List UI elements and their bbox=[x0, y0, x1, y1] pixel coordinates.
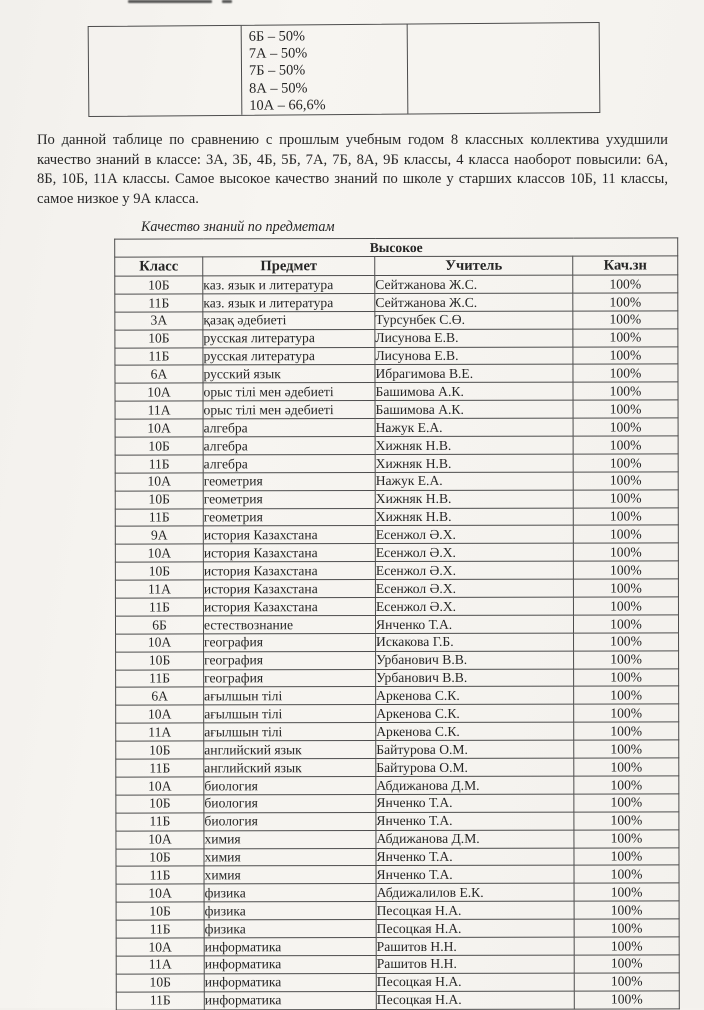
row-subject: география bbox=[204, 669, 376, 687]
row-quality: 100% bbox=[573, 293, 678, 311]
top-table-value-line: 7А – 50% bbox=[248, 45, 308, 62]
row-quality: 100% bbox=[573, 525, 678, 543]
row-teacher: Янченко Т.А. bbox=[376, 866, 574, 884]
row-class: 10А bbox=[116, 777, 204, 795]
row-subject: физика bbox=[204, 920, 376, 938]
row-quality: 100% bbox=[573, 346, 678, 364]
row-class: 11Б bbox=[116, 669, 204, 687]
row-quality: 100% bbox=[573, 436, 678, 454]
row-subject: алгебра bbox=[203, 437, 375, 455]
paragraph-line: 8Б, 10Б, 11А классы. Самое высокое качество знаний по школе у старших классов 10Б, 11 классы, bbox=[37, 171, 668, 188]
table-row bbox=[116, 973, 679, 992]
table-row bbox=[115, 418, 678, 437]
row-class: 11Б bbox=[115, 598, 203, 616]
row-teacher: Есенжол Ә.Х. bbox=[375, 597, 573, 615]
row-class: 10Б bbox=[116, 795, 204, 813]
row-teacher: Байтурова О.М. bbox=[376, 740, 574, 758]
row-class: 9А bbox=[115, 526, 203, 544]
quality-table-title: Качество знаний по предметам bbox=[141, 219, 335, 235]
row-teacher: Байтурова О.М. bbox=[376, 758, 574, 776]
row-subject: алгебра bbox=[203, 419, 375, 437]
table-row bbox=[115, 507, 678, 526]
column-header-subject: Предмет bbox=[203, 257, 375, 276]
row-quality: 100% bbox=[573, 418, 678, 436]
table-row bbox=[115, 490, 678, 509]
row-teacher: Сейтжанова Ж.С. bbox=[375, 275, 573, 293]
table-row bbox=[115, 543, 678, 562]
row-quality: 100% bbox=[573, 472, 678, 490]
row-subject: информатика bbox=[204, 991, 376, 1009]
table-row bbox=[116, 651, 679, 670]
column-header-row bbox=[115, 256, 678, 276]
table-row bbox=[116, 686, 679, 705]
row-teacher: Аркенова С.К. bbox=[376, 722, 574, 740]
row-class: 11Б bbox=[115, 508, 203, 526]
row-teacher: Нажук Е.А. bbox=[375, 418, 573, 436]
table-row bbox=[115, 400, 678, 419]
row-class: 10А bbox=[115, 419, 203, 437]
row-teacher: Хижняк Н.В. bbox=[375, 508, 573, 526]
row-quality: 100% bbox=[574, 883, 679, 901]
row-teacher: Урбанович В.В. bbox=[376, 669, 574, 687]
row-subject: история Казахстана bbox=[203, 598, 375, 616]
top-table-empty-right-cell bbox=[408, 23, 600, 113]
row-teacher: Янченко Т.А. bbox=[375, 615, 573, 633]
row-subject: ағылшын тілі bbox=[204, 723, 376, 741]
analysis-paragraph bbox=[37, 131, 668, 209]
table-row bbox=[116, 776, 679, 795]
table-row bbox=[116, 901, 679, 920]
row-subject: химия bbox=[204, 830, 376, 848]
table-row bbox=[115, 382, 678, 401]
column-header-quality: Кач.зн bbox=[573, 256, 678, 275]
group-header-row bbox=[115, 238, 678, 257]
row-subject: информатика bbox=[204, 937, 376, 955]
row-subject: информатика bbox=[204, 955, 376, 973]
row-quality: 100% bbox=[574, 776, 679, 794]
paragraph-line: По данной таблице по сравнению с прошлым учебным годом 8 классных коллектива ухудшили bbox=[37, 132, 668, 148]
row-quality: 100% bbox=[573, 329, 678, 347]
row-teacher: Абдижанова Д.М. bbox=[376, 830, 574, 848]
row-teacher: Янченко Т.А. bbox=[376, 812, 574, 830]
row-teacher: Сейтжанова Ж.С. bbox=[375, 293, 573, 311]
row-quality: 100% bbox=[573, 454, 678, 472]
row-class: 11Б bbox=[116, 759, 204, 777]
table-row bbox=[115, 472, 678, 491]
row-class: 11Б bbox=[116, 813, 204, 831]
table-row bbox=[116, 865, 679, 884]
row-quality: 100% bbox=[573, 579, 678, 597]
row-quality: 100% bbox=[574, 901, 679, 919]
row-subject: география bbox=[204, 633, 376, 651]
row-teacher: Песоцкая Н.А. bbox=[376, 919, 574, 937]
table-row bbox=[116, 740, 679, 759]
row-class: 10Б bbox=[115, 437, 203, 455]
table-row bbox=[116, 830, 679, 849]
row-class: 6А bbox=[116, 687, 204, 705]
row-subject: геометрия bbox=[203, 508, 375, 526]
row-quality: 100% bbox=[574, 740, 679, 758]
row-quality: 100% bbox=[574, 847, 679, 865]
paragraph-line: качество знаний в классе: 3А, 3Б, 4Б, 5Б, 7А, 7Б, 8А, 9Б классы, 4 класса наоборот повысили: 6А, bbox=[37, 151, 668, 168]
row-subject: география bbox=[204, 651, 376, 669]
row-class: 10А bbox=[115, 544, 203, 562]
row-teacher: Искакова Г.Б. bbox=[376, 633, 574, 651]
row-teacher: Хижняк Н.В. bbox=[375, 490, 573, 508]
table-row bbox=[115, 346, 678, 365]
row-teacher: Нажук Е.А. bbox=[375, 472, 573, 490]
table-row bbox=[115, 615, 678, 634]
row-teacher: Абдижанова Д.М. bbox=[376, 776, 574, 794]
row-teacher: Хижняк Н.В. bbox=[375, 454, 573, 472]
column-header-class: Класс bbox=[115, 257, 203, 276]
column-header-teacher: Учитель bbox=[375, 256, 573, 275]
table-row bbox=[116, 633, 679, 652]
row-subject: естествознание bbox=[203, 615, 375, 633]
row-teacher: Песоцкая Н.А. bbox=[376, 973, 574, 991]
table-row bbox=[116, 704, 679, 723]
table-row bbox=[115, 579, 678, 598]
top-table-value-line: 8А – 50% bbox=[249, 79, 308, 97]
row-teacher: Рашитов Н.Н. bbox=[376, 937, 574, 955]
row-subject: биология bbox=[204, 776, 376, 794]
row-quality: 100% bbox=[574, 812, 679, 830]
table-row bbox=[115, 311, 678, 330]
row-teacher: Песоцкая Н.А. bbox=[376, 901, 574, 919]
row-subject: история Казахстана bbox=[203, 544, 375, 562]
row-quality: 100% bbox=[573, 615, 678, 633]
table-row bbox=[115, 329, 678, 348]
row-teacher: Есенжол Ә.Х. bbox=[375, 526, 573, 544]
row-quality: 100% bbox=[574, 973, 679, 991]
row-teacher: Башимова А.К. bbox=[375, 382, 573, 400]
top-table-empty-left-cell bbox=[89, 26, 243, 116]
top-table-value-line: 6Б – 50% bbox=[248, 28, 306, 45]
row-subject: русская литература bbox=[203, 347, 375, 365]
row-subject: физика bbox=[204, 902, 376, 920]
row-class: 6А bbox=[115, 365, 203, 383]
row-subject: қазақ әдебиеті bbox=[203, 311, 375, 329]
row-class: 10А bbox=[116, 938, 204, 956]
top-table-value-line: 10А – 66,6% bbox=[249, 96, 326, 114]
table-row bbox=[116, 883, 679, 902]
row-subject: химия bbox=[204, 848, 376, 866]
row-class: 11Б bbox=[115, 294, 203, 312]
row-quality: 100% bbox=[573, 597, 678, 615]
table-row bbox=[115, 364, 678, 383]
row-subject: ағылшын тілі bbox=[204, 705, 376, 723]
row-class: 11А bbox=[115, 401, 203, 419]
table-row bbox=[116, 812, 679, 831]
row-teacher: Лисунова Е.В. bbox=[375, 347, 573, 365]
row-quality: 100% bbox=[574, 669, 679, 687]
quality-table bbox=[114, 237, 680, 1010]
table-row bbox=[116, 722, 679, 741]
row-class: 10Б bbox=[115, 562, 203, 580]
row-class: 11А bbox=[115, 580, 203, 598]
row-subject: физика bbox=[204, 884, 376, 902]
row-subject: биология bbox=[204, 794, 376, 812]
row-class: 10А bbox=[115, 473, 203, 491]
top-table-value-line: 7Б – 50% bbox=[248, 62, 306, 80]
row-quality: 100% bbox=[574, 937, 679, 955]
row-class: 3А bbox=[115, 312, 203, 330]
row-quality: 100% bbox=[574, 633, 679, 651]
table-row bbox=[115, 436, 678, 455]
row-quality: 100% bbox=[573, 561, 678, 579]
row-teacher: Абдижалилов Е.К. bbox=[376, 883, 574, 901]
table-row bbox=[116, 937, 679, 956]
row-class: 6Б bbox=[115, 616, 203, 634]
row-teacher: Ибрагимова В.Е. bbox=[375, 365, 573, 383]
table-row bbox=[115, 275, 678, 294]
row-class: 10Б bbox=[115, 491, 203, 509]
row-class: 10Б bbox=[116, 974, 204, 992]
table-row bbox=[116, 919, 679, 938]
row-class: 10А bbox=[115, 383, 203, 401]
row-quality: 100% bbox=[574, 955, 679, 973]
row-class: 10Б bbox=[115, 330, 203, 348]
row-quality: 100% bbox=[574, 794, 679, 812]
row-teacher: Турсунбек С.Ө. bbox=[375, 311, 573, 329]
row-subject: информатика bbox=[204, 973, 376, 991]
row-class: 10А bbox=[116, 884, 204, 902]
row-class: 10Б bbox=[116, 902, 204, 920]
row-class: 11Б bbox=[115, 455, 203, 473]
paragraph-line: самое низкое у 9А класса. bbox=[37, 190, 199, 207]
table-row bbox=[116, 669, 679, 688]
row-class: 10Б bbox=[116, 848, 204, 866]
row-subject: геометрия bbox=[203, 472, 375, 490]
row-class: 11А bbox=[116, 723, 204, 741]
row-quality: 100% bbox=[573, 364, 678, 382]
row-teacher: Лисунова Е.В. bbox=[375, 329, 573, 347]
row-subject: орыс тілі мен әдебиеті bbox=[203, 401, 375, 419]
row-teacher: Янченко Т.А. bbox=[376, 794, 574, 812]
row-class: 11Б bbox=[116, 920, 204, 938]
row-quality: 100% bbox=[574, 651, 679, 669]
row-class: 11Б bbox=[116, 992, 204, 1010]
table-row bbox=[116, 794, 679, 813]
table-row bbox=[116, 758, 679, 777]
row-teacher: Аркенова С.К. bbox=[376, 687, 574, 705]
row-subject: каз. язык и литература bbox=[203, 293, 375, 311]
table-row bbox=[115, 561, 678, 580]
row-class: 10Б bbox=[115, 276, 203, 294]
row-quality: 100% bbox=[574, 704, 679, 722]
row-subject: английский язык bbox=[204, 741, 376, 759]
row-teacher: Хижняк Н.В. bbox=[375, 436, 573, 454]
row-subject: ағылшын тілі bbox=[204, 687, 376, 705]
row-quality: 100% bbox=[573, 400, 678, 418]
table-row bbox=[116, 991, 679, 1010]
row-quality: 100% bbox=[574, 991, 679, 1009]
row-quality: 100% bbox=[573, 507, 678, 525]
row-teacher: Есенжол Ә.Х. bbox=[375, 543, 573, 561]
row-quality: 100% bbox=[573, 543, 678, 561]
row-teacher: Песоцкая Н.А. bbox=[376, 991, 574, 1009]
row-class: 10А bbox=[116, 831, 204, 849]
row-subject: каз. язык и литература bbox=[203, 276, 375, 294]
row-subject: английский язык bbox=[204, 759, 376, 777]
row-subject: история Казахстана bbox=[203, 580, 375, 598]
row-subject: русская литература bbox=[203, 329, 375, 347]
row-teacher: Рашитов Н.Н. bbox=[376, 955, 574, 973]
row-quality: 100% bbox=[574, 830, 679, 848]
row-quality: 100% bbox=[574, 865, 679, 883]
top-fragment-table bbox=[88, 22, 601, 117]
table-row bbox=[115, 293, 678, 312]
row-subject: русский язык bbox=[203, 365, 375, 383]
table-row bbox=[115, 597, 678, 616]
row-subject: алгебра bbox=[203, 454, 375, 472]
row-teacher: Есенжол Ә.Х. bbox=[375, 561, 573, 579]
row-subject: орыс тілі мен әдебиеті bbox=[203, 383, 375, 401]
row-class: 11Б bbox=[116, 866, 204, 884]
table-row bbox=[116, 955, 679, 974]
row-teacher: Есенжол Ә.Х. bbox=[375, 579, 573, 597]
row-teacher: Аркенова С.К. bbox=[376, 705, 574, 723]
row-class: 11Б bbox=[115, 347, 203, 365]
row-teacher: Янченко Т.А. bbox=[376, 848, 574, 866]
scan-artifact-top bbox=[128, 0, 212, 3]
quality-table-body bbox=[115, 275, 680, 1010]
table-row bbox=[115, 525, 678, 544]
row-quality: 100% bbox=[573, 382, 678, 400]
row-class: 11А bbox=[116, 956, 204, 974]
row-teacher: Урбанович В.В. bbox=[376, 651, 574, 669]
group-header-vysokoe: Высокое bbox=[115, 238, 678, 257]
top-table-values bbox=[242, 24, 409, 114]
table-row bbox=[115, 454, 678, 473]
row-teacher: Башимова А.К. bbox=[375, 400, 573, 418]
row-quality: 100% bbox=[574, 919, 679, 937]
row-subject: биология bbox=[204, 812, 376, 830]
table-row bbox=[116, 847, 679, 866]
row-subject: геометрия bbox=[203, 490, 375, 508]
row-subject: химия bbox=[204, 866, 376, 884]
row-quality: 100% bbox=[573, 490, 678, 508]
row-class: 10Б bbox=[116, 741, 204, 759]
row-class: 10А bbox=[116, 705, 204, 723]
row-subject: история Казахстана bbox=[203, 562, 375, 580]
row-quality: 100% bbox=[574, 758, 679, 776]
row-quality: 100% bbox=[574, 722, 679, 740]
row-class: 10Б bbox=[116, 652, 204, 670]
row-class: 10А bbox=[116, 634, 204, 652]
row-quality: 100% bbox=[573, 275, 678, 293]
row-subject: история Казахстана bbox=[203, 526, 375, 544]
scan-artifact-top-dot bbox=[222, 0, 232, 3]
row-quality: 100% bbox=[574, 686, 679, 704]
row-quality: 100% bbox=[573, 311, 678, 329]
